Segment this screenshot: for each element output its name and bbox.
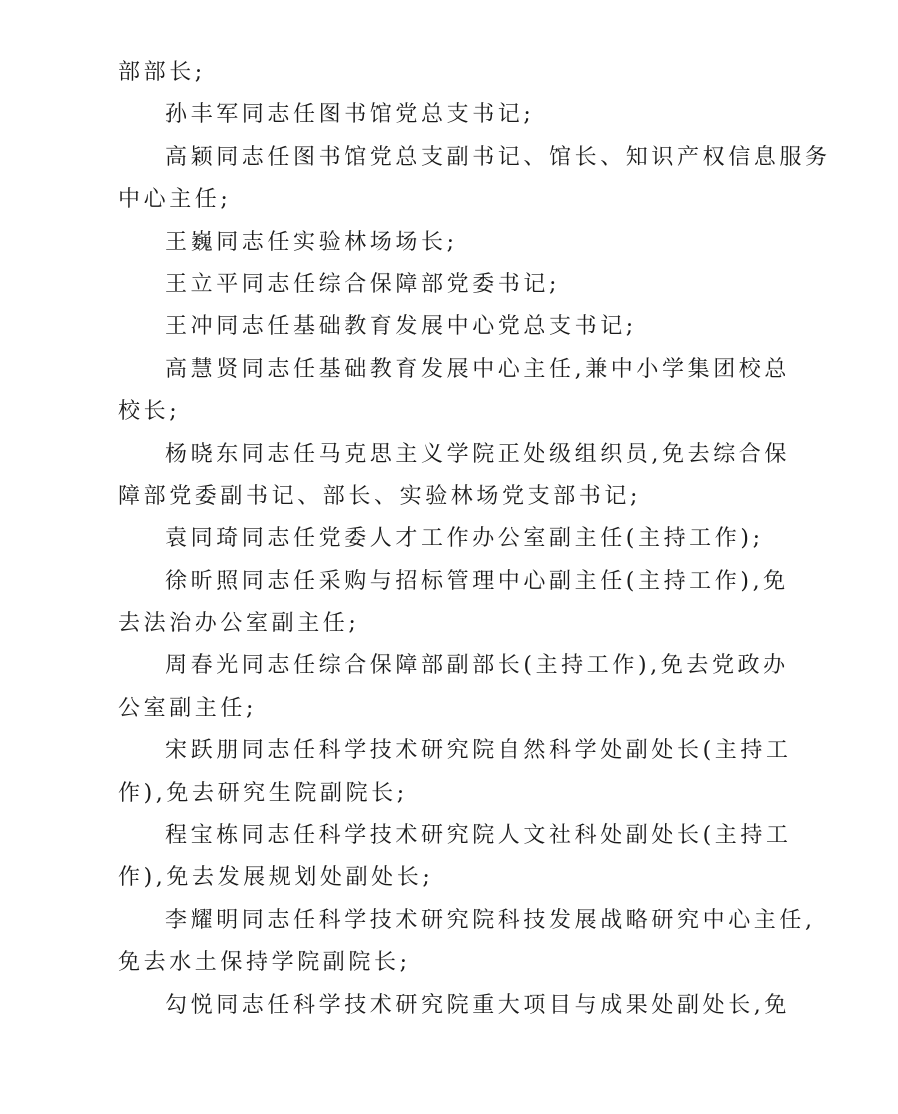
text-line: 中心主任; (118, 187, 232, 213)
text-line: 部部长; (118, 60, 206, 85)
text-line: 宋跃朋同志任科学技术研究院自然科学处副处长(主持工 (165, 738, 792, 764)
text-line: 公室副主任; (118, 695, 258, 721)
text-line: 去法治办公室副主任; (118, 611, 360, 637)
text-line: 王立平同志任综合保障部党委书记; (165, 271, 561, 297)
text-line: 作),免去发展规划处副处长; (118, 865, 434, 891)
text-line: 免去水土保持学院副院长; (118, 950, 411, 976)
text-line: 王冲同志任基础教育发展中心党总支书记; (165, 314, 637, 340)
text-line: 王巍同志任实验林场场长; (165, 229, 458, 255)
text-line: 障部党委副书记、部长、实验林场党支部书记; (118, 483, 642, 509)
text-line: 高慧贤同志任基础教育发展中心主任,兼中小学集团校总 (165, 356, 790, 382)
document-body (118, 52, 831, 1027)
text-line: 程宝栋同志任科学技术研究院人文社科处副处长(主持工 (165, 823, 792, 849)
text-line: 勾悦同志任科学技术研究院重大项目与成果处副处长,免 (165, 992, 790, 1018)
text-line: 周春光同志任综合保障部副部长(主持工作),免去党政办 (165, 653, 789, 679)
text-line: 徐昕照同志任采购与招标管理中心副主任(主持工作),免 (165, 568, 789, 594)
text-line: 孙丰军同志任图书馆党总支书记; (165, 102, 535, 128)
text-line: 校长; (118, 399, 181, 425)
text-line: 李耀明同志任科学技术研究院科技发展战略研究中心主任, (165, 907, 816, 933)
text-line: 作),免去研究生院副院长; (118, 780, 408, 806)
text-line: 高颖同志任图书馆党总支副书记、馆长、知识产权信息服务 (165, 144, 831, 170)
text-line: 杨晓东同志任马克思主义学院正处级组织员,免去综合保 (165, 441, 790, 467)
text-line: 袁同琦同志任党委人才工作办公室副主任(主持工作); (165, 526, 764, 552)
